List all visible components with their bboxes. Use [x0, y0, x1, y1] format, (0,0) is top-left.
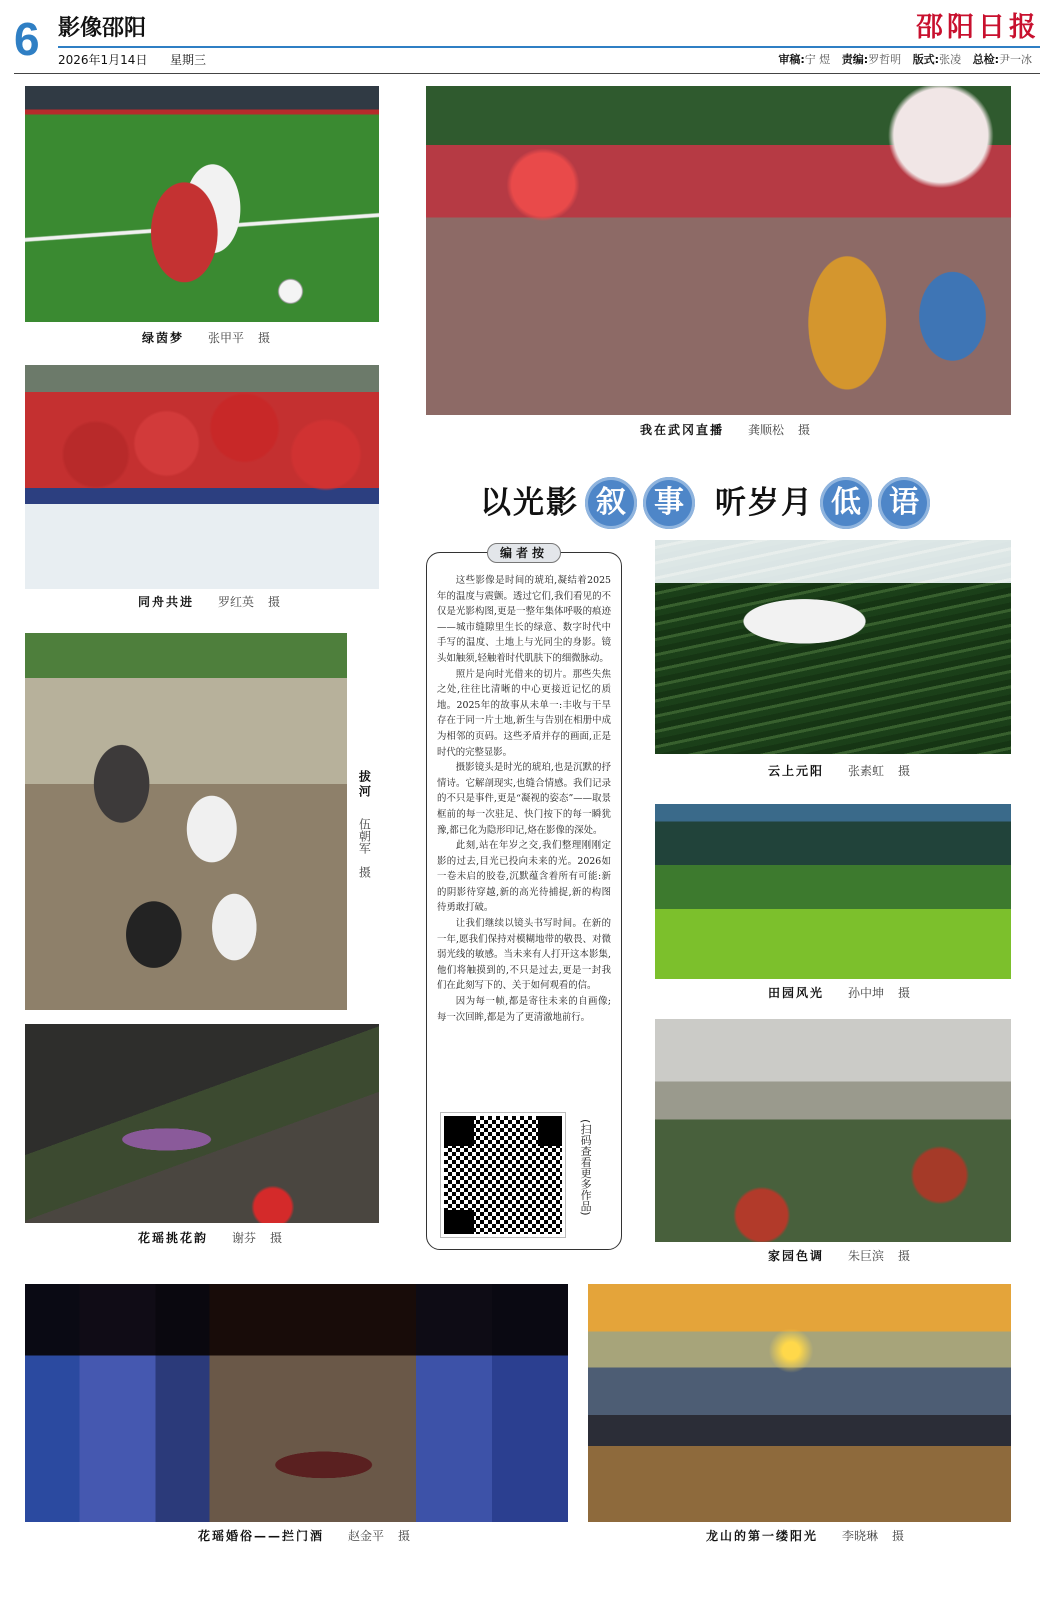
caption-author: 张甲平	[208, 331, 245, 345]
editor-paragraph: 这些影像是时间的琥珀,凝结着2025年的温度与震颤。透过它们,我们看见的不仅是光影构图,更是一整年集体呼吸的痕迹——城市缝隙里生长的绿意、数字时代中手写的温度、土地上与光同尘的身影。镜头如触须,轻触着时代肌肤下的细微脉动。	[437, 575, 611, 664]
caption-title: 绿茵梦	[142, 331, 185, 345]
caption-suffix: 摄	[357, 866, 372, 878]
reviewer-label: 审稿:	[778, 53, 805, 66]
editor-paragraph: 照片是向时光借来的切片。那些失焦之处,往往比清晰的中心更接近记忆的质地。2025年的故事从未单一:丰收与干旱存在于同一片土地,新生与告别在相册中成为相邻的页码。这些矛盾并存的画面,正是时代的完整显影。	[437, 668, 611, 758]
caption-author: 罗红英	[218, 595, 255, 609]
caption-author: 伍朝军	[357, 818, 372, 854]
headline-circle-char: 事	[643, 477, 695, 529]
header-bottom-rule	[14, 73, 1040, 74]
headline-part2: 听岁月	[715, 484, 814, 521]
qr-caption: (扫码查看更多作品)	[579, 1119, 593, 1216]
caption-title: 田园风光	[768, 986, 825, 1000]
caption-author: 朱巨滨	[848, 1249, 885, 1263]
chief-name: 尹一冰	[999, 53, 1032, 66]
issue-date: 2026年1月14日	[58, 53, 148, 67]
header-rule	[58, 46, 1040, 48]
caption-tug-of-war	[357, 770, 371, 878]
caption-clouds-terraces	[768, 765, 910, 777]
caption-suffix: 摄	[270, 1231, 283, 1245]
caption-dragonboat	[138, 596, 280, 608]
page-number: 6	[14, 13, 40, 65]
caption-title: 我在武冈直播	[640, 423, 725, 437]
headline-circle-char: 低	[820, 477, 872, 529]
caption-sunrise	[706, 1530, 904, 1542]
caption-suffix: 摄	[898, 986, 911, 1000]
editor-label: 责编:	[841, 53, 869, 66]
caption-title: 花瑶婚俗——拦门酒	[198, 1529, 325, 1543]
caption-title: 拔河	[357, 770, 372, 800]
caption-author: 孙中坤	[848, 986, 885, 1000]
caption-suffix: 摄	[892, 1529, 905, 1543]
editor-note-tag: 编者按	[487, 543, 561, 563]
caption-title: 云上元阳	[768, 764, 825, 778]
qr-code[interactable]	[441, 1113, 565, 1237]
editor-note-box	[426, 546, 622, 1250]
editor-paragraph: 让我们继续以镜头书写时间。在新的一年,愿我们保持对模糊地带的敬畏、对微弱光线的敏感。当未来有人打开这本影集,他们将触摸到的,不只是过去,更是一封我们在此刻写下的、关于如何观看的信。	[437, 918, 611, 992]
newspaper-masthead: 邵阳日报	[916, 12, 1040, 43]
page-header	[14, 10, 1040, 76]
section-title: 影像邵阳	[58, 16, 147, 41]
caption-title: 龙山的第一缕阳光	[706, 1529, 819, 1543]
caption-author: 张素虹	[848, 764, 885, 778]
caption-suffix: 摄	[798, 423, 811, 437]
caption-suffix: 摄	[398, 1529, 411, 1543]
headline-part1: 以光影	[480, 484, 579, 521]
caption-title: 花瑶挑花韵	[138, 1231, 209, 1245]
photo-sunrise	[588, 1284, 1011, 1522]
caption-title: 家园色调	[768, 1249, 825, 1263]
caption-livestream	[640, 424, 810, 436]
caption-flower-yao	[138, 1232, 282, 1244]
caption-wedding-custom	[198, 1530, 410, 1542]
photo-flower-yao	[25, 1024, 379, 1223]
photo-village	[655, 1019, 1011, 1242]
editorial-credits	[778, 54, 1040, 65]
caption-village	[768, 1250, 910, 1262]
caption-suffix: 摄	[268, 595, 281, 609]
photo-tug-of-war	[25, 633, 347, 1010]
reviewer-name: 宁 煜	[804, 53, 831, 66]
headline-circle-char: 语	[878, 477, 930, 529]
chief-label: 总检:	[972, 53, 999, 66]
headline-circle-char: 叙	[585, 477, 637, 529]
editor-name: 罗哲明	[868, 53, 902, 66]
page-headline	[480, 474, 974, 532]
caption-suffix: 摄	[898, 764, 911, 778]
caption-football	[142, 332, 270, 344]
photo-dragonboat	[25, 365, 379, 589]
caption-suffix: 摄	[898, 1249, 911, 1263]
photo-livestream	[426, 86, 1011, 415]
caption-author: 龚顺松	[748, 423, 785, 437]
editor-paragraph: 摄影镜头是时光的琥珀,也是沉默的抒情诗。它解剖现实,也缝合情感。我们记录的不只是事件,更是“凝视的姿态”——取景框前的每一次驻足、快门按下的每一瞬犹豫,都已化为隐形印记,烙在影像的深处。	[437, 762, 611, 836]
caption-author: 李晓琳	[842, 1529, 879, 1543]
photo-clouds-terraces	[655, 540, 1011, 754]
caption-author: 赵金平	[348, 1529, 385, 1543]
editor-paragraph: 因为每一帧,都是寄往未来的自画像;每一次回眸,都是为了更清澈地前行。	[437, 996, 611, 1023]
caption-title: 同舟共进	[138, 595, 195, 609]
layout-name: 张凌	[939, 53, 962, 66]
layout-label: 版式:	[912, 53, 940, 66]
caption-suffix: 摄	[258, 331, 271, 345]
caption-author: 谢芬	[232, 1231, 257, 1245]
issue-weekday: 星期三	[170, 53, 207, 67]
photo-wedding-custom	[25, 1284, 568, 1522]
photo-fields	[655, 804, 1011, 979]
editor-paragraph: 此刻,站在年岁之交,我们整理刚刚定影的过去,目光已投向未来的光。2026如一卷未启的胶卷,沉默蕴含着所有可能:新的阴影待穿越,新的高光待捕捉,新的构图待勇敢打破。	[437, 840, 611, 914]
caption-fields	[768, 987, 910, 999]
photo-football	[25, 86, 379, 322]
